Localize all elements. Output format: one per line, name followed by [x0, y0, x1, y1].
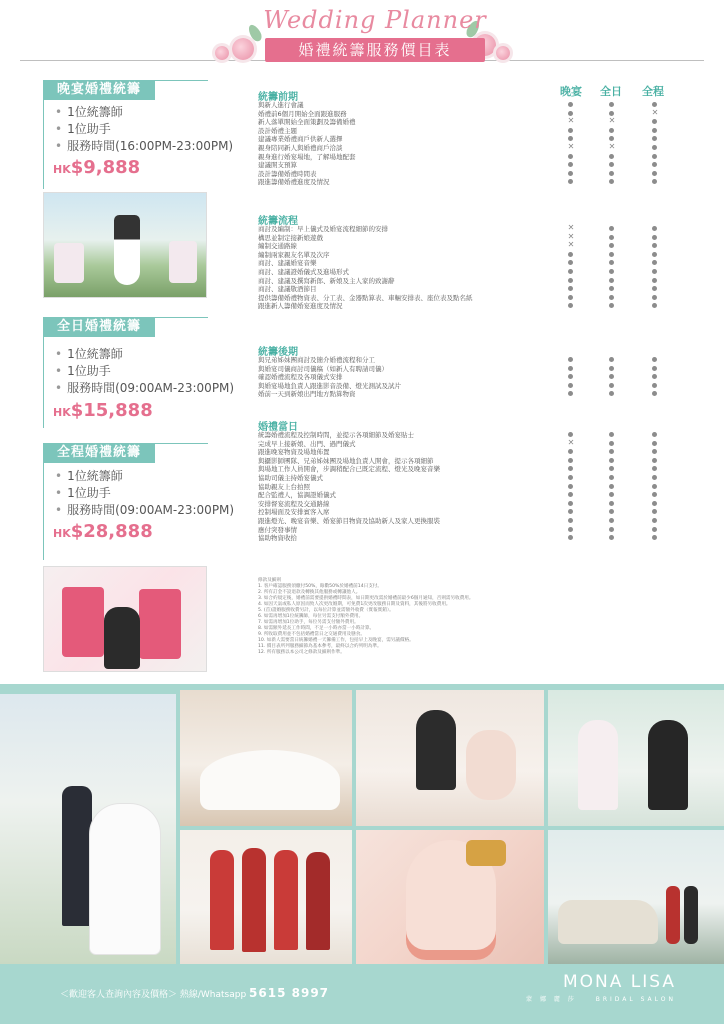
included-dot-icon [609, 136, 614, 141]
included-dot-icon [652, 518, 657, 523]
note-line: 5. (首)證婚服務收費另計，以每位計算並需額外收費（實報實銷）。 [258, 608, 394, 613]
service-item: 完成早上接新娘、出門、過門儀式 [258, 439, 356, 448]
feature-item: • 服務時間(16:00PM-23:00PM) [55, 138, 233, 155]
service-item: 提供籌備婚禮物資表、分工表、金器點算表、車輛安排表、座位表及點名紙 [258, 293, 473, 302]
included-dot-icon [609, 154, 614, 159]
gallery-photo [356, 830, 544, 964]
service-item: 新人落單開始全面策劃及籌備婚禮 [258, 118, 356, 127]
included-dot-icon [568, 136, 573, 141]
included-dot-icon [568, 278, 573, 283]
included-dot-icon [568, 458, 573, 463]
included-dot-icon [652, 535, 657, 540]
included-dot-icon [609, 252, 614, 257]
price-value: $9,888 [70, 157, 141, 178]
excluded-cross-icon: ✕ [608, 142, 616, 151]
included-dot-icon [609, 466, 614, 471]
package-title: 全日婚禮統籌 [43, 317, 155, 337]
feature-item: • 1位助手 [55, 485, 234, 502]
service-item: 設計籌備婚禮時間表 [258, 169, 317, 178]
included-dot-icon [609, 449, 614, 454]
included-dot-icon [652, 260, 657, 265]
included-dot-icon [652, 458, 657, 463]
bride-figure [466, 730, 516, 800]
page-title: 婚禮統籌服務價目表 [265, 38, 485, 62]
qun-kwa-figure [274, 850, 298, 950]
service-item: 親身陪同新人與婚禮商戶洽談 [258, 144, 343, 152]
wedding-photo [43, 192, 207, 298]
note-line: 9. 所收取費用並不包括婚禮當日之交通費用及膳食。 [258, 632, 365, 637]
service-item: 編制兩家親友名單及次序 [258, 250, 330, 259]
note-line: 3. 如合約規定後，婚禮前需要提供婚禮時間表，如日期更改需於婚禮前最少6個月通知，否則需另收費用。 [258, 596, 474, 601]
included-dot-icon [652, 226, 657, 231]
rose-icon [215, 46, 229, 60]
service-item: 控制場面及安排賓客入席 [258, 508, 330, 517]
couple-figure [104, 607, 140, 669]
package-features [55, 346, 234, 397]
included-dot-icon [609, 475, 614, 480]
gallery-photo [356, 690, 544, 826]
service-item: 婚前一天到新娘出門地方點算物資 [258, 390, 356, 399]
decoration-shape [54, 243, 84, 283]
qun-kwa-figure [306, 852, 330, 950]
headdress-shape [466, 840, 506, 866]
terms-notes [258, 578, 698, 656]
rose-icon [496, 46, 510, 60]
included-dot-icon [609, 303, 614, 308]
included-dot-icon [609, 111, 614, 116]
contact-label: ＜歡迎客人查詢內容及價格＞ 熱線/Whatsapp [60, 990, 247, 1000]
included-dot-icon [568, 475, 573, 480]
couple-photo [43, 566, 207, 672]
service-item: 協助親友上台拍照 [258, 482, 310, 491]
service-item: 協助物資收拾 [258, 534, 297, 543]
couple-figure [114, 215, 140, 285]
included-dot-icon [609, 260, 614, 265]
included-dot-icon [609, 391, 614, 396]
included-dot-icon [568, 391, 573, 396]
price-value: $15,888 [70, 400, 153, 421]
excluded-cross-icon: ✕ [567, 231, 575, 241]
service-item: 與新人進行會議 [258, 101, 304, 109]
included-dot-icon [568, 535, 573, 540]
service-item: 協助司儀主持婚宴儀式 [258, 474, 323, 482]
included-dot-icon [609, 458, 614, 463]
included-dot-icon [568, 432, 573, 437]
page-header [0, 0, 724, 82]
note-line: 條款及細則 [258, 578, 281, 583]
service-item: 跟進籌備婚禮進度及情況 [258, 178, 330, 187]
service-item: 配合監禮人，協調證婚儀式 [258, 491, 336, 500]
included-dot-icon [609, 432, 614, 437]
service-item: 婚禮前6個月開始全面跟進服務 [258, 109, 347, 118]
contact-line [60, 986, 329, 1000]
package-price [53, 157, 140, 178]
included-dot-icon [652, 492, 657, 497]
included-dot-icon [609, 235, 614, 240]
included-dot-icon [609, 535, 614, 540]
gallery-photo [0, 694, 176, 964]
included-dot-icon [652, 475, 657, 480]
service-item: 跟進新人籌備婚宴進度及情況 [258, 302, 343, 311]
note-line: 12. 所有服務以本公司之條款及細則作準。 [258, 650, 345, 655]
included-dot-icon [568, 286, 573, 291]
service-item: 商討、建議證婚儀式及進場形式 [258, 268, 349, 276]
included-dot-icon [609, 492, 614, 497]
included-dot-icon [568, 128, 573, 133]
included-dot-icon [568, 366, 573, 371]
included-dot-icon [568, 179, 573, 184]
service-item: 與攝影師團隊、兄弟姊妹團及場地負責人開會，提示各項細節 [258, 456, 434, 465]
rose-icon [232, 38, 254, 60]
gallery-photo [180, 830, 352, 964]
included-dot-icon [568, 484, 573, 489]
included-dot-icon [568, 252, 573, 257]
included-dot-icon [652, 154, 657, 159]
included-dot-icon [609, 357, 614, 362]
included-dot-icon [652, 128, 657, 133]
qun-kwa-figure [210, 850, 234, 950]
included-dot-icon [652, 243, 657, 248]
included-dot-icon [568, 509, 573, 514]
included-dot-icon [652, 286, 657, 291]
included-dot-icon [652, 509, 657, 514]
included-dot-icon [609, 128, 614, 133]
included-dot-icon [609, 501, 614, 506]
included-dot-icon [652, 162, 657, 167]
groom-figure [684, 886, 698, 944]
note-line: 7. 如需再增加1位助手，每位另需支付額外費用。 [258, 620, 359, 625]
included-dot-icon [609, 374, 614, 379]
package-title: 全程婚禮統籌 [43, 443, 155, 463]
feature-item: • 1位統籌師 [55, 104, 233, 121]
bridal-gown-shape [200, 750, 340, 810]
included-dot-icon [568, 449, 573, 454]
red-fan-shape [139, 589, 181, 659]
excluded-cross-icon: ✕ [608, 116, 616, 126]
feature-item: • 1位統籌師 [55, 346, 234, 363]
included-dot-icon [609, 269, 614, 274]
service-item: 商討、建議及撰寫新郎、新娘及主人家的致謝辭 [258, 276, 395, 285]
included-dot-icon [609, 179, 614, 184]
included-dot-icon [652, 235, 657, 240]
currency-label: HK [53, 527, 71, 540]
excluded-cross-icon: ✕ [567, 223, 575, 232]
phone-number[interactable]: 5615 8997 [249, 986, 330, 1000]
included-dot-icon [609, 171, 614, 176]
excluded-cross-icon: ✕ [567, 116, 575, 126]
included-dot-icon [568, 111, 573, 116]
feature-item: • 服務時間(09:00AM-23:00PM) [55, 380, 234, 397]
currency-label: HK [53, 406, 71, 419]
included-dot-icon [568, 260, 573, 265]
feature-item: • 1位助手 [55, 121, 233, 138]
included-dot-icon [568, 466, 573, 471]
column-header: 晚宴 [560, 85, 582, 98]
package-price [53, 521, 153, 542]
service-item: 與兄弟姊妹團商討及簡介婚禮流程和分工 [258, 356, 375, 364]
script-title: Wedding Planner [263, 6, 487, 34]
red-fan-shape [62, 587, 104, 657]
service-item: 統籌婚禮流程及控制時間，並提示各項細節及婚宴貼士 [258, 431, 414, 439]
service-item: 與場地工作人員開會，步調稍配合已既定流程、燈光及晚宴音樂 [258, 465, 440, 474]
package-features [55, 468, 234, 519]
included-dot-icon [652, 145, 657, 150]
included-dot-icon [609, 383, 614, 388]
package-price [53, 400, 153, 421]
gallery-photo [548, 830, 724, 964]
decoration-shape [169, 241, 197, 283]
feature-item: • 1位統籌師 [55, 468, 234, 485]
included-dot-icon [609, 366, 614, 371]
service-item: 應付突發事情 [258, 525, 297, 534]
price-value: $28,888 [70, 521, 153, 542]
package-features [55, 104, 233, 155]
included-dot-icon [609, 102, 614, 107]
service-item: 編制交通路線 [258, 242, 297, 251]
wedding-car-shape [558, 900, 658, 944]
service-item: 構思並制定接新娘遊戲 [258, 233, 323, 242]
excluded-cross-icon: ✕ [651, 107, 659, 117]
included-dot-icon [652, 136, 657, 141]
feature-item: • 服務時間(09:00AM-23:00PM) [55, 502, 234, 519]
included-dot-icon [652, 303, 657, 308]
included-dot-icon [652, 374, 657, 379]
section-title: 統籌前期 [258, 92, 298, 103]
column-header: 全程 [642, 85, 664, 98]
included-dot-icon [609, 286, 614, 291]
section-title: 統籌後期 [258, 347, 298, 358]
included-dot-icon [652, 383, 657, 388]
service-item: 與婚宴場地負責人跟進影音設備、燈光測試及試片 [258, 381, 401, 390]
included-dot-icon [652, 269, 657, 274]
service-item: 與婚宴司儀商討司儀稿（如新人有聘請司儀） [258, 364, 388, 373]
included-dot-icon [568, 295, 573, 300]
note-line: 1. 客戶確認服務須繳付50%，餘數50%於婚禮前14日支付。 [258, 584, 382, 589]
excluded-cross-icon: ✕ [567, 437, 575, 447]
included-dot-icon [568, 518, 573, 523]
included-dot-icon [652, 391, 657, 396]
excluded-cross-icon: ✕ [567, 142, 575, 151]
note-line: 8. 如需額外延長工作時間，不足一小時亦當一小時計算。 [258, 626, 375, 631]
included-dot-icon [652, 357, 657, 362]
included-dot-icon [609, 226, 614, 231]
included-dot-icon [652, 171, 657, 176]
included-dot-icon [568, 501, 573, 506]
included-dot-icon [609, 527, 614, 532]
service-item: 確認婚禮流程及各項儀式安排 [258, 373, 343, 382]
included-dot-icon [609, 441, 614, 446]
service-item: 跟進晚宴物資及場地佈置 [258, 448, 330, 457]
package-title: 晚宴婚禮統籌 [43, 80, 155, 100]
included-dot-icon [568, 492, 573, 497]
feature-item: • 1位助手 [55, 363, 234, 380]
bride-figure [578, 720, 618, 810]
included-dot-icon [652, 179, 657, 184]
included-dot-icon [652, 501, 657, 506]
column-header: 全日 [600, 85, 622, 98]
groom-figure [648, 720, 688, 810]
included-dot-icon [568, 303, 573, 308]
note-line: 6. 如需再增加1位統籌師，每位另需支付額外費用。 [258, 614, 364, 619]
included-dot-icon [609, 518, 614, 523]
included-dot-icon [568, 383, 573, 388]
included-dot-icon [609, 278, 614, 283]
service-item: 建議開支預算 [258, 161, 297, 170]
included-dot-icon [609, 243, 614, 248]
included-dot-icon [568, 527, 573, 532]
brand-chinese-name: 蒙 娜 麗 莎 [526, 996, 577, 1003]
service-item: 商討、建議敬酒節目 [258, 285, 317, 294]
service-item: 安排督宴流程及交通路線 [258, 499, 330, 508]
included-dot-icon [568, 102, 573, 107]
bride-figure [90, 804, 160, 954]
section-title: 婚禮當日 [258, 422, 298, 433]
qun-kwa-figure [666, 886, 680, 944]
note-line: 4. 如因天氣或私人原因而致人次更改婚期，可免費1次更改服務日期及資料，其後將另收費用。 [258, 602, 451, 607]
included-dot-icon [652, 466, 657, 471]
service-item: 建議專業婚禮商戶供新人選擇 [258, 135, 343, 144]
included-dot-icon [568, 171, 573, 176]
note-line: 11. 價目表所列服務細節為基本參考，最終以合約列明為準。 [258, 644, 382, 649]
included-dot-icon [652, 252, 657, 257]
brand-logo: MONA LISA [562, 972, 676, 992]
excluded-cross-icon: ✕ [567, 240, 575, 250]
service-item: 親身進行婚宴場地，了解場地配套 [258, 152, 356, 161]
service-item: 設計婚禮主題 [258, 126, 297, 135]
qun-kwa-figure [242, 848, 266, 952]
note-line: 10. 如新人需要當日統籌婚禮一天籌備工作，包括早上及晚宴，需另議價格。 [258, 638, 414, 643]
brand-logo-subtitle [526, 994, 676, 1003]
included-dot-icon [609, 162, 614, 167]
included-dot-icon [652, 295, 657, 300]
groom-figure [416, 710, 456, 790]
note-line: 2. 所有訂金不設退款及轉換其他服務或轉讓他人。 [258, 590, 361, 595]
included-dot-icon [609, 484, 614, 489]
section-title: 統籌流程 [258, 216, 298, 227]
included-dot-icon [568, 357, 573, 362]
included-dot-icon [652, 278, 657, 283]
service-item: 商討、建議婚宴音樂 [258, 259, 317, 268]
brand-tagline: BRIDAL SALON [595, 996, 676, 1003]
groom-figure [62, 786, 92, 926]
gallery-photo [548, 690, 724, 826]
included-dot-icon [652, 432, 657, 437]
included-dot-icon [652, 119, 657, 124]
service-item: 商討及編制：早上儀式及婚宴流程細節的安排 [258, 225, 388, 233]
included-dot-icon [652, 527, 657, 532]
included-dot-icon [609, 295, 614, 300]
included-dot-icon [568, 374, 573, 379]
included-dot-icon [652, 102, 657, 107]
included-dot-icon [652, 366, 657, 371]
included-dot-icon [652, 484, 657, 489]
currency-label: HK [53, 163, 71, 176]
included-dot-icon [652, 449, 657, 454]
service-item: 跟進燈光、晚宴音樂、婚宴節目物資及協助新人及家人更換服裝 [258, 517, 440, 525]
included-dot-icon [652, 441, 657, 446]
gallery-photo [180, 690, 352, 826]
included-dot-icon [568, 154, 573, 159]
included-dot-icon [568, 162, 573, 167]
included-dot-icon [609, 509, 614, 514]
included-dot-icon [568, 269, 573, 274]
